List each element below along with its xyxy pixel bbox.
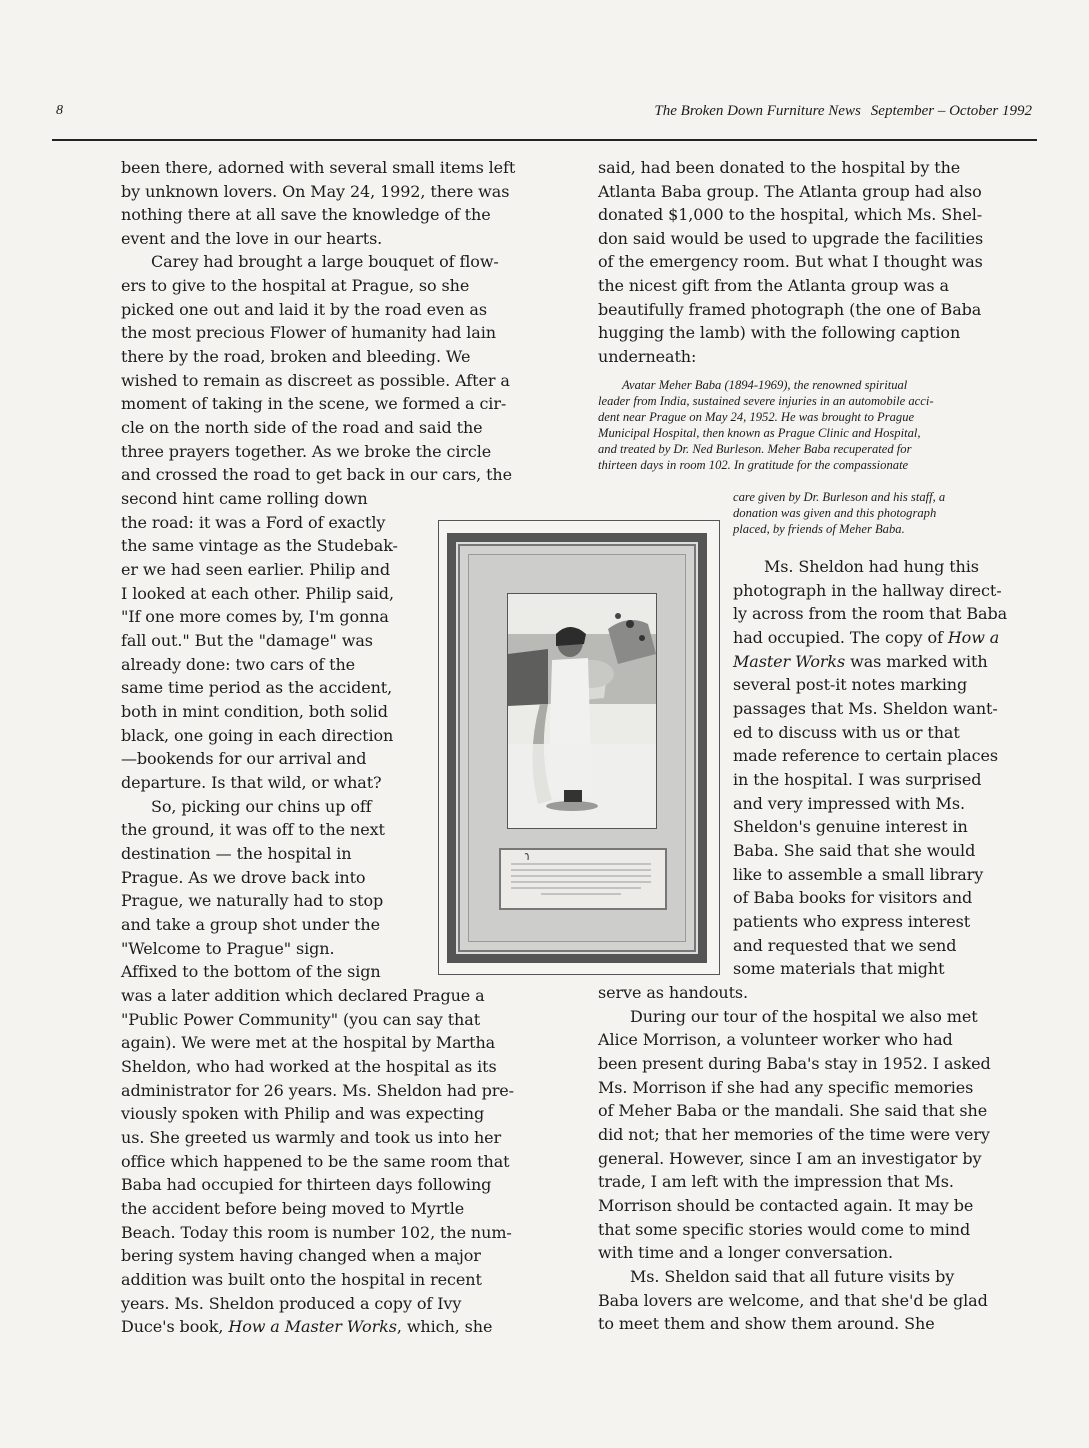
paragraph-line: I looked at each other. Philip said,: [121, 584, 394, 603]
paragraph-line: and requested that we send: [733, 936, 957, 955]
paragraph-line: some materials that might: [733, 959, 945, 978]
paragraph-line: Sheldon's genuine interest in: [733, 817, 968, 836]
text-run: , which, she: [396, 1317, 493, 1336]
paragraph-line: nothing there at all save the knowledge of the: [121, 205, 491, 224]
paragraph-line: like to assemble a small library: [733, 865, 984, 884]
paragraph-line: event and the love in our hearts.: [121, 229, 383, 248]
paragraph-line: Ms. Sheldon said that all future visits by: [630, 1267, 955, 1286]
paragraph-line: and very impressed with Ms.: [733, 794, 965, 813]
page-number: 8: [56, 103, 63, 118]
paragraph-line: same time period as the accident,: [121, 678, 393, 697]
caption-line: Municipal Hospital, then known as Prague Clinic and Hospital,: [598, 426, 921, 440]
paragraph-line: been present during Baba's stay in 1952. I asked: [598, 1054, 991, 1073]
book-title: How a: [947, 628, 1000, 647]
paragraph-line: black, one going in each direction: [121, 726, 394, 745]
paragraph-line: with time and a longer conversation.: [598, 1243, 893, 1262]
paragraph-line: that some specific stories would come to mind: [598, 1220, 971, 1239]
paragraph-line: Baba lovers are welcome, and that she'd be glad: [598, 1291, 988, 1310]
paragraph-line: donated $1,000 to the hospital, which Ms. Shel-: [598, 205, 983, 224]
paragraph-line: Ms. Morrison if she had any specific memories: [598, 1078, 974, 1097]
paragraph-line: departure. Is that wild, or what?: [121, 773, 382, 792]
paragraph-line: the road: it was a Ford of exactly: [121, 513, 386, 532]
paragraph-line: Baba had occupied for thirteen days following: [121, 1175, 492, 1194]
paragraph-line: "Welcome to Prague" sign.: [121, 939, 335, 958]
paragraph-line: administrator for 26 years. Ms. Sheldon had pre-: [121, 1081, 514, 1100]
paragraph-line: several post-it notes marking: [733, 675, 968, 694]
paragraph-line: Baba. She said that she would: [733, 841, 976, 860]
paragraph-line: passages that Ms. Sheldon want-: [733, 699, 998, 718]
book-title: Master Works: [733, 652, 846, 671]
paragraph-line: trade, I am left with the impression that Ms.: [598, 1172, 954, 1191]
paragraph-line: viously spoken with Philip and was expecting: [121, 1104, 485, 1123]
photo-illustration: [508, 594, 656, 828]
paragraph-line: three prayers together. As we broke the circle: [121, 442, 492, 461]
paragraph-line: the nicest gift from the Atlanta group was a: [598, 276, 949, 295]
caption-line: placed, by friends of Meher Baba.: [733, 522, 905, 536]
paragraph-line: Prague. As we drove back into: [121, 868, 366, 887]
paragraph-line: years. Ms. Sheldon produced a copy of Ivy: [121, 1294, 462, 1313]
paragraph-line: hugging the lamb) with the following caption: [598, 323, 961, 342]
paragraph-line: addition was built onto the hospital in recent: [121, 1270, 482, 1289]
paragraph-line: of the emergency room. But what I thought was: [598, 252, 983, 271]
paragraph-line: again). We were met at the hospital by Martha: [121, 1033, 496, 1052]
paragraph-line: wished to remain as discreet as possible. After a: [121, 371, 510, 390]
caption-line: leader from India, sustained severe injuries in an automobile acci-: [598, 394, 934, 408]
paragraph-line: bering system having changed when a major: [121, 1246, 481, 1265]
paragraph-line: of Baba books for visitors and: [733, 888, 973, 907]
paragraph-line: picked one out and laid it by the road even as: [121, 300, 487, 319]
caption-line: and treated by Dr. Ned Burleson. Meher Baba recuperated for: [598, 442, 912, 456]
paragraph-line: underneath:: [598, 347, 697, 366]
paragraph-line: cle on the north side of the road and said the: [121, 418, 483, 437]
frame-mat: [468, 554, 686, 942]
publication-title: The Broken Down Furniture News: [654, 103, 861, 119]
paragraph-line: er we had seen earlier. Philip and: [121, 560, 391, 579]
paragraph-line: was a later addition which declared Prague a: [121, 986, 485, 1005]
paragraph-line: "If one more comes by, I'm gonna: [121, 607, 389, 626]
paragraph-line: did not; that her memories of the time were very: [598, 1125, 990, 1144]
paragraph-line: Carey had brought a large bouquet of flow-: [151, 252, 499, 271]
paragraph-line: [121, 1315, 492, 1339]
paragraph-line: Sheldon, who had worked at the hospital as its: [121, 1057, 497, 1076]
paragraph-line: already done: two cars of the: [121, 655, 356, 674]
paragraph-line: and take a group shot under the: [121, 915, 380, 934]
meher-baba-photograph: [507, 593, 657, 829]
paragraph-line: destination — the hospital in: [121, 844, 352, 863]
paragraph-line: the most precious Flower of humanity had lain: [121, 323, 496, 342]
paragraph-line: —bookends for our arrival and: [121, 749, 367, 768]
paragraph-line: the accident before being moved to Myrtle: [121, 1199, 465, 1218]
caption-line: care given by Dr. Burleson and his staff, a: [733, 490, 946, 504]
caption-line: donation was given and this photograph: [733, 506, 937, 520]
caption-line: dent near Prague on May 24, 1952. He was brought to Prague: [598, 410, 915, 424]
paragraph-line: the same vintage as the Studebak-: [121, 536, 398, 555]
paragraph-line: us. She greeted us warmly and took us into her: [121, 1128, 502, 1147]
text-run: had occupied. The copy of: [733, 628, 948, 647]
paragraph-line: Beach. Today this room is number 102, the num-: [121, 1223, 512, 1242]
paragraph-line: [733, 650, 988, 674]
paragraph-line: During our tour of the hospital we also met: [630, 1007, 978, 1026]
paragraph-line: ly across from the room that Baba: [733, 604, 1008, 623]
paragraph-line: Prague, we naturally had to stop: [121, 891, 384, 910]
paragraph-line: office which happened to be the same room that: [121, 1152, 510, 1171]
paragraph-line: in the hospital. I was surprised: [733, 770, 982, 789]
caption-line: thirteen days in room 102. In gratitude for the compassionate: [598, 458, 909, 472]
paragraph-line: second hint came rolling down: [121, 489, 368, 508]
paragraph-line: said, had been donated to the hospital by the: [598, 158, 961, 177]
paragraph-line: moment of taking in the scene, we formed a cir-: [121, 394, 507, 413]
picture-frame: [447, 533, 707, 963]
framed-photograph-figure: [438, 520, 720, 975]
paragraph-line: been there, adorned with several small items left: [121, 158, 516, 177]
paragraph-line: So, picking our chins up off: [151, 797, 372, 816]
paragraph-line: Affixed to the bottom of the sign: [121, 962, 381, 981]
paragraph-line: Atlanta Baba group. The Atlanta group had also: [598, 182, 982, 201]
text-run: was marked with: [845, 652, 988, 671]
paragraph-line: don said would be used to upgrade the facilities: [598, 229, 984, 248]
paragraph-line: general. However, since I am an investigator by: [598, 1149, 982, 1168]
paragraph-line: beautifully framed photograph (the one of Baba: [598, 300, 982, 319]
paragraph-line: and crossed the road to get back in our cars, the: [121, 465, 512, 484]
paragraph-line: made reference to certain places: [733, 746, 998, 765]
plaque-text-lines: [501, 850, 661, 904]
paragraph-line: of Meher Baba or the mandali. She said that she: [598, 1101, 988, 1120]
paragraph-line: ers to give to the hospital at Prague, so she: [121, 276, 470, 295]
paragraph-line: ed to discuss with us or that: [733, 723, 960, 742]
paragraph-line: patients who express interest: [733, 912, 971, 931]
paragraph-line: there by the road, broken and bleeding. We: [121, 347, 471, 366]
issue-date: September – October 1992: [870, 103, 1032, 119]
running-head: [644, 103, 1032, 120]
paragraph-line: fall out." But the "damage" was: [121, 631, 373, 650]
caption-line: Avatar Meher Baba (1894-1969), the renowned spiritual: [622, 378, 908, 392]
paragraph-line: [733, 626, 999, 650]
text-run: Duce's book,: [121, 1317, 229, 1336]
caption-plaque: [499, 848, 667, 910]
paragraph-line: "Public Power Community" (you can say that: [121, 1010, 481, 1029]
paragraph-line: both in mint condition, both solid: [121, 702, 388, 721]
paragraph-line: Ms. Sheldon had hung this: [764, 557, 979, 576]
paragraph-line: Alice Morrison, a volunteer worker who had: [598, 1030, 953, 1049]
header-rule: [52, 139, 1037, 141]
paragraph-line: photograph in the hallway direct-: [733, 581, 1002, 600]
paragraph-line: Morrison should be contacted again. It may be: [598, 1196, 974, 1215]
paragraph-line: the ground, it was off to the next: [121, 820, 385, 839]
paragraph-line: serve as handouts.: [598, 983, 749, 1002]
paragraph-line: to meet them and show them around. She: [598, 1314, 935, 1333]
paragraph-line: by unknown lovers. On May 24, 1992, there was: [121, 182, 510, 201]
book-title: How a Master Works: [228, 1317, 397, 1336]
